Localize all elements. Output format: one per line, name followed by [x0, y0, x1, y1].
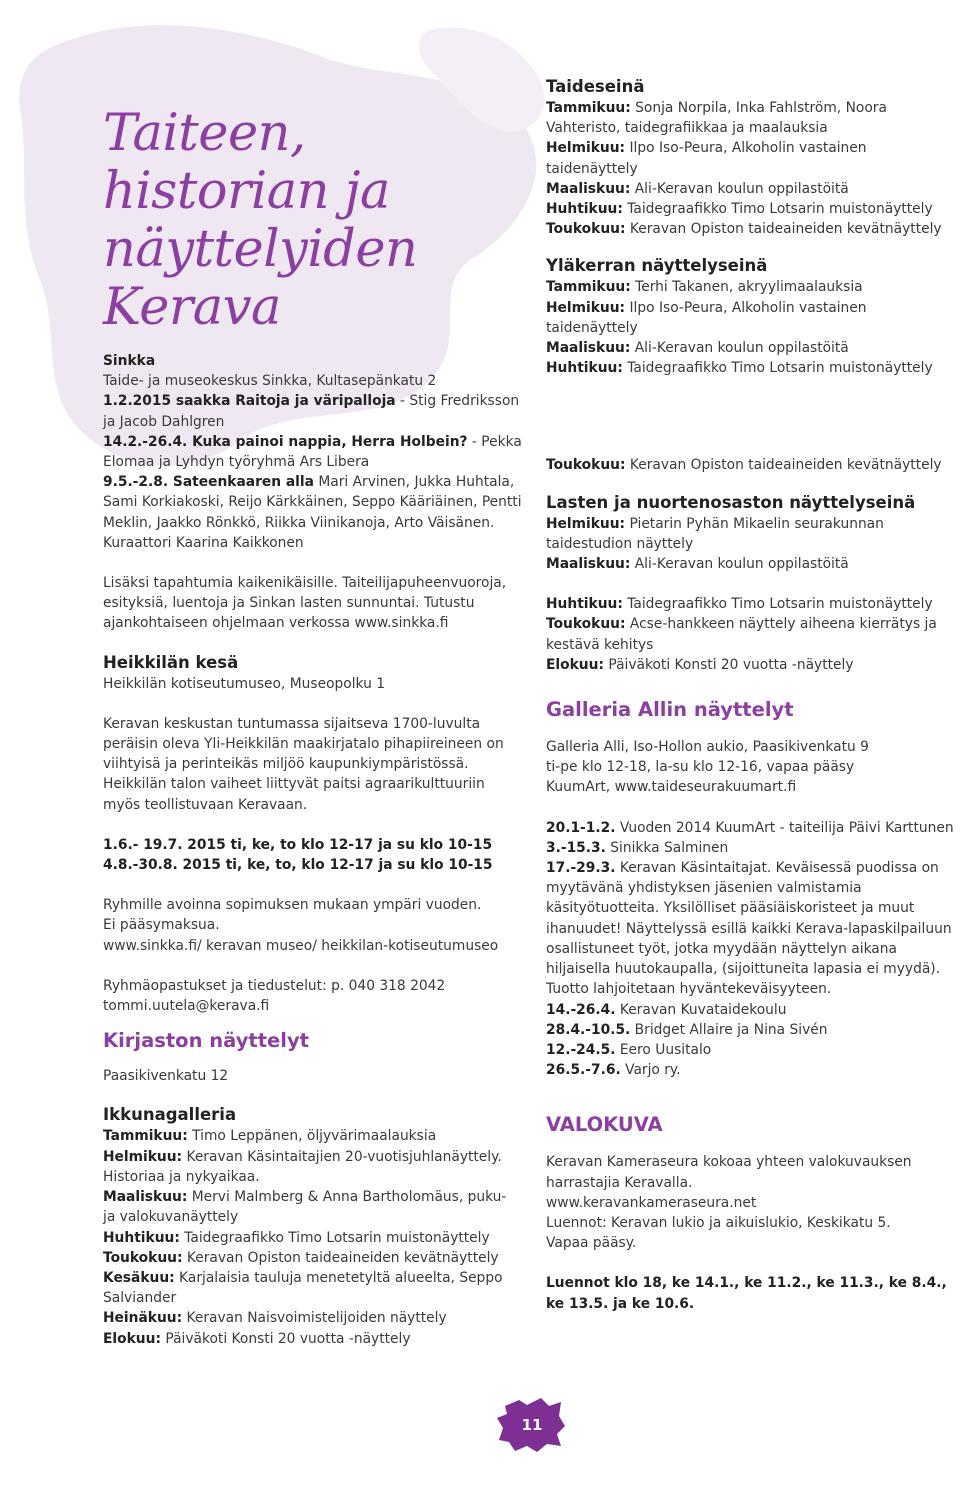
- galleria-address: Galleria Alli, Iso-Hollon aukio, Paasikivenkatu 9: [546, 739, 869, 756]
- groups-info: Ryhmille avoinna sopimuksen mukaan ympäri vuoden.: [103, 897, 482, 914]
- exhibition-date: 20.1-1.2.: [546, 819, 616, 836]
- title-line: historian ja: [103, 162, 390, 221]
- exhibition-item: [546, 838, 956, 858]
- heikkila-section: [103, 652, 523, 1017]
- exhibition-item: [103, 391, 523, 431]
- heikkila-heading: Heikkilän kesä: [103, 652, 239, 672]
- exhibition-artists: - Stig Fredriksson ja Jacob Dahlgren: [103, 393, 520, 430]
- month-label: Elokuu:: [103, 1330, 161, 1347]
- exhibition-text: Bridget Allaire ja Nina Sivén: [630, 1021, 828, 1038]
- ikkunagalleria-heading: Ikkunagalleria: [103, 1105, 237, 1125]
- month-label: Toukokuu:: [546, 221, 626, 238]
- month-item: [546, 358, 956, 378]
- month-item: [546, 179, 956, 199]
- exhibition-text: Sinikka Salminen: [605, 839, 729, 856]
- month-text: Päiväkoti Konsti 20 vuotta -näyttely: [160, 1330, 411, 1347]
- month-text: Taidegraafikko Timo Lotsarin muistonäyttely: [179, 1229, 490, 1246]
- taideseina-section: [546, 76, 956, 239]
- month-item: [103, 1308, 523, 1328]
- month-item: [103, 1268, 523, 1308]
- month-label: Tammikuu:: [546, 100, 631, 116]
- month-text: Ali-Keravan koulun oppilastöitä: [630, 180, 849, 197]
- valokuva-web: www.keravankameraseura.net: [546, 1194, 757, 1211]
- month-text: Acse-hankkeen näyttely aiheena kierrätys ja kestävä kehitys: [546, 616, 937, 653]
- ylakerta-section: [546, 255, 956, 475]
- exhibition-item: [546, 1020, 956, 1040]
- month-item: [546, 614, 956, 654]
- month-item: [546, 514, 956, 554]
- exhibition-item: [103, 432, 523, 472]
- month-item: [546, 98, 956, 138]
- month-label: Toukokuu:: [103, 1249, 183, 1266]
- month-item: [103, 1329, 523, 1349]
- sinkka-section: [103, 351, 523, 634]
- admission-info: Ei pääsymaksua.: [103, 917, 220, 934]
- month-label: Huhtikuu:: [546, 201, 623, 218]
- valokuva-description: Keravan Kameraseura kokoaa yhteen valokuvauksen harrastajia Keravalla.: [546, 1154, 912, 1191]
- month-text: Ali-Keravan koulun oppilastöitä: [630, 340, 849, 357]
- taideseina-heading: Taideseinä: [546, 77, 645, 96]
- month-text: Keravan Käsintaitajien 20-vuotisjuhlanäyttely. Historiaa ja nykyaikaa.: [103, 1148, 502, 1185]
- month-label: Helmikuu:: [546, 515, 626, 532]
- month-item: [546, 219, 956, 239]
- page-number: 11: [521, 1416, 543, 1434]
- exhibition-item: [546, 1060, 956, 1080]
- contact-email: tommi.uutela@kerava.fi: [103, 998, 270, 1015]
- month-item: [546, 277, 956, 297]
- month-label: Helmikuu:: [103, 1148, 183, 1165]
- title-line: Taiteen,: [103, 104, 306, 163]
- month-text: Sonja Norpila, Inka Fahlström, Noora Vahteristo, taidegrafiikkaa ja maalauksia: [546, 100, 887, 137]
- exhibition-date: 14.2.-26.4.: [103, 433, 193, 450]
- month-text: Keravan Opiston taideaineiden kevätnäyttely: [182, 1249, 499, 1266]
- title-line: näyttelyiden: [103, 220, 418, 279]
- guided-tours-info: Ryhmäopastukset ja tiedustelut: p. 040 318 2042: [103, 977, 446, 994]
- month-item: [103, 1248, 523, 1268]
- heikkila-description: Keravan keskustan tuntumassa sijaitseva 1700-luvulta peräisin oleva Yli-Heikkilän maakirjatalo pihapiireineen on viihtyisä ja perinteikäs miljöö kaupunkiympäristössä. Heikkilän talon vaiheet liittyvät paitsi agraarikulttuuriin myös teollistuvaan Keravaan.: [103, 715, 504, 813]
- exhibition-item: [546, 1000, 956, 1020]
- galleria-web: KuumArt, www.taideseurakuumart.fi: [546, 779, 797, 796]
- month-item: [103, 1228, 523, 1248]
- exhibition-date: 9.5.-2.8.: [103, 474, 173, 491]
- month-label: Maaliskuu:: [546, 340, 631, 357]
- month-item: [546, 554, 956, 574]
- month-item: [103, 1147, 523, 1187]
- exhibition-text: Keravan Kuvataidekoulu: [615, 1001, 787, 1018]
- admission-info: Vapaa pääsy.: [546, 1235, 637, 1252]
- page-title: [103, 105, 523, 337]
- valokuva-section: [546, 1112, 956, 1313]
- month-text: Keravan Opiston taideaineiden kevätnäyttely: [625, 457, 942, 474]
- month-item: [103, 1126, 523, 1146]
- month-label: Kesäkuu:: [103, 1269, 175, 1286]
- month-text: Karjalaisia tauluja menetetyltä alueelta, Seppo Salviander: [103, 1269, 503, 1307]
- heikkila-address: Heikkilän kotiseutumuseo, Museopolku 1: [103, 675, 386, 692]
- valokuva-heading: VALOKUVA: [546, 1113, 663, 1137]
- sinkka-heading: Sinkka: [103, 353, 156, 369]
- exhibition-text: Keravan Käsintaitajat. Keväisessä puodissa on myytävänä yhdistyksen jäsenien valmistamia käsityötuotteita. Yksilölliset pääsiäiskoristeet ja muut ihanuudet! Näyttelyssä esillä kaikki Kerava-lapaskilpailuun osallistuneet työt, jotka myydään näyttelyn aikana hiljaisella huutokaupalla, (sijoittuneita lapasia ei myydä). Tuotto lahjoitetaan hyväntekeväisyyteen.: [546, 860, 952, 998]
- month-text: Taidegraafikko Timo Lotsarin muistonäyttely: [622, 201, 933, 218]
- lecture-dates: Luennot klo 18, ke 14.1., ke 11.2., ke 11.3., ke 8.4., ke 13.5. ja ke 10.6.: [546, 1275, 947, 1312]
- kirjasto-section: [103, 1028, 523, 1348]
- exhibition-name: Raitoja ja väripalloja: [235, 393, 396, 410]
- month-item: [546, 138, 956, 178]
- month-text: Keravan Opiston taideaineiden kevätnäyttely: [625, 221, 942, 238]
- exhibition-item: [546, 1040, 956, 1060]
- right-column: [546, 76, 956, 1314]
- month-label: Maaliskuu:: [546, 556, 631, 573]
- exhibition-date: 1.2.2015 saakka: [103, 393, 236, 410]
- month-text: Ilpo Iso-Peura, Alkoholin vastainen taidenäyttely: [546, 299, 867, 336]
- exhibition-text: Varjo ry.: [620, 1062, 681, 1079]
- month-label: Tammikuu:: [546, 279, 631, 296]
- kirjasto-address: Paasikivenkatu 12: [103, 1068, 229, 1085]
- month-item: [546, 455, 956, 475]
- exhibition-text: Vuoden 2014 KuumArt - taiteilija Päivi Karttunen: [615, 819, 954, 836]
- month-text: Keravan Naisvoimistelijoiden näyttely: [182, 1310, 447, 1327]
- month-label: Elokuu:: [546, 656, 604, 673]
- month-text: Mervi Malmberg & Anna Bartholomäus, puku- ja valokuvanäyttely: [103, 1189, 507, 1226]
- exhibition-artists: Mari Arvinen, Jukka Huhtala, Sami Korkiakoski, Reijo Kärkkäinen, Seppo Kääriäinen, Pentti Meklin, Jaakko Rönkkö, Riikka Viinikanoja, Arto Väisänen. Kuraattori Kaarina Kaikkonen: [103, 474, 522, 551]
- month-item: [546, 655, 956, 675]
- opening-hours: 1.6.- 19.7. 2015 ti, ke, to klo 12-17 ja su klo 10-15: [103, 836, 493, 853]
- month-label: Heinäkuu:: [103, 1310, 183, 1327]
- month-label: Helmikuu:: [546, 299, 626, 316]
- lecture-place: Luennot: Keravan lukio ja aikuislukio, Keskikatu 5.: [546, 1214, 891, 1231]
- exhibition-date: 3.-15.3.: [546, 839, 606, 856]
- galleria-hours: ti-pe klo 12-18, la-su klo 12-16, vapaa pääsy: [546, 759, 855, 776]
- lasten-section: [546, 492, 956, 675]
- sinkka-extra-info: Lisäksi tapahtumia kaikenikäisille. Taiteilijapuheenvuoroja, esityksiä, luentoja ja Sinkan lasten sunnuntai. Tutustu ajankohtaiseen ohjelmaan verkossa www.sinkka.fi: [103, 575, 507, 632]
- left-column: [103, 105, 523, 1349]
- month-text: Ilpo Iso-Peura, Alkoholin vastainen taidenäyttely: [546, 140, 867, 177]
- exhibition-name: Kuka painoi nappia, Herra Holbein?: [192, 433, 468, 450]
- month-label: Huhtikuu:: [546, 596, 623, 613]
- exhibition-text: Eero Uusitalo: [615, 1041, 712, 1058]
- month-label: Huhtikuu:: [103, 1229, 180, 1246]
- month-text: Ali-Keravan koulun oppilastöitä: [630, 556, 849, 573]
- month-text: Päiväkoti Konsti 20 vuotta -näyttely: [603, 656, 854, 673]
- kirjasto-heading: Kirjaston näyttelyt: [103, 1029, 309, 1053]
- exhibition-date: 17.-29.3.: [546, 860, 616, 877]
- heikkila-url: www.sinkka.fi/ keravan museo/ heikkilan-kotiseutumuseo: [103, 937, 499, 954]
- ylakerta-heading: Yläkerran näyttelyseinä: [546, 256, 768, 276]
- opening-hours: 4.8.-30.8. 2015 ti, ke, to, klo 12-17 ja su klo 10-15: [103, 857, 493, 874]
- month-label: Maaliskuu:: [103, 1189, 188, 1206]
- month-text: Taidegraafikko Timo Lotsarin muistonäyttely: [622, 596, 933, 613]
- month-label: Maaliskuu:: [546, 180, 631, 197]
- month-item: [546, 594, 956, 614]
- month-text: Terhi Takanen, akryylimaalauksia: [630, 279, 863, 296]
- exhibition-name: Sateenkaaren alla: [172, 474, 314, 491]
- galleria-heading: Galleria Allin näyttelyt: [546, 698, 794, 722]
- exhibition-artists: - Pekka Elomaa ja Lyhdyn työryhmä Ars Libera: [103, 433, 522, 471]
- lasten-heading: Lasten ja nuortenosaston näyttelyseinä: [546, 492, 916, 512]
- exhibition-item: [103, 472, 523, 553]
- galleria-section: [546, 697, 956, 1080]
- month-text: Pietarin Pyhän Mikaelin seurakunnan taidestudion näyttely: [546, 515, 884, 552]
- month-text: Taidegraafikko Timo Lotsarin muistonäyttely: [622, 360, 933, 377]
- month-item: [546, 199, 956, 219]
- exhibition-date: 26.5.-7.6.: [546, 1062, 621, 1079]
- exhibition-item: [546, 858, 956, 999]
- month-item: [546, 298, 956, 338]
- exhibition-date: 28.4.-10.5.: [546, 1021, 631, 1038]
- month-label: Toukokuu:: [546, 457, 626, 474]
- exhibition-item: [546, 818, 956, 838]
- month-label: Tammikuu:: [103, 1128, 188, 1145]
- exhibition-date: 14.-26.4.: [546, 1001, 616, 1018]
- month-text: Timo Leppänen, öljyvärimaalauksia: [187, 1128, 437, 1145]
- title-line: Kerava: [103, 278, 281, 337]
- exhibition-date: 12.-24.5.: [546, 1041, 616, 1058]
- month-label: Toukokuu:: [546, 616, 626, 633]
- sinkka-address: Taide- ja museokeskus Sinkka, Kultasepänkatu 2: [103, 373, 437, 390]
- month-item: [103, 1187, 523, 1227]
- month-item: [546, 338, 956, 358]
- month-label: Huhtikuu:: [546, 360, 623, 377]
- month-label: Helmikuu:: [546, 140, 626, 157]
